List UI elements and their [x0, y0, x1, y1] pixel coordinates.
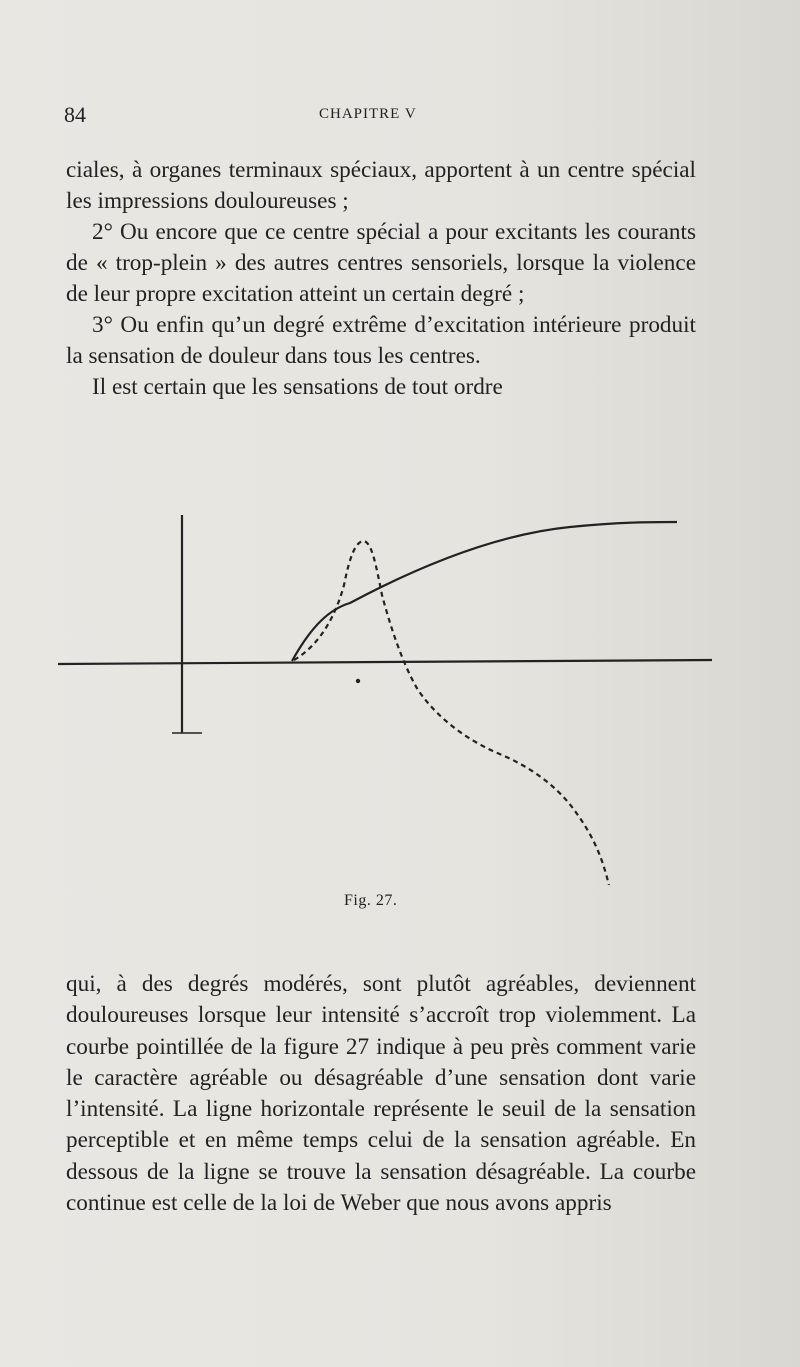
- figure-27: [50, 505, 730, 909]
- page-number: 84: [64, 102, 86, 127]
- paragraph: 3° Ou enfin qu’un degré extrême d’excitation intérieure produit la sensation de douleur dans tous les centres.: [66, 312, 696, 369]
- text-block-bottom: [66, 969, 696, 1219]
- paragraph: 2° Ou encore que ce centre spécial a pour excitants les courants de « trop-plein » des autres centres sensoriels, lorsque la violence de leur propre excitation atteint un certain degré ;: [66, 219, 696, 307]
- running-head: CHAPITRE V: [319, 106, 417, 122]
- paragraph: ciales, à organes terminaux spéciaux, apportent à un centre spécial les impressions douloureuses ;: [66, 157, 696, 214]
- paragraph: qui, à des degrés modérés, sont plutôt agréables, deviennent douloureuses lorsque leur intensité s’accroît trop violemment. La courbe pointillée de la figure 27 indique à peu près comment varie le caractère agréable ou désagréable d’une sensation dont varie l’intensité. La ligne horizontale représente le seuil de la sensation perceptible et en même temps celui de la sensation agréable. En dessous de la ligne se trouve la sensation désagréable. La courbe continue est celle de la loi de Weber que nous avons appris: [66, 971, 696, 1217]
- page-header: [64, 102, 696, 132]
- figure-drawing: [50, 505, 730, 885]
- continuous-curve: [292, 522, 677, 661]
- threshold-line: [58, 660, 712, 664]
- text-block-top: [66, 155, 696, 403]
- dotted-curve: [294, 541, 610, 885]
- paragraph: Il est certain que les sensations de tout ordre: [92, 374, 503, 400]
- marker-dot: [356, 679, 360, 683]
- figure-caption: Fig. 27.: [344, 892, 398, 909]
